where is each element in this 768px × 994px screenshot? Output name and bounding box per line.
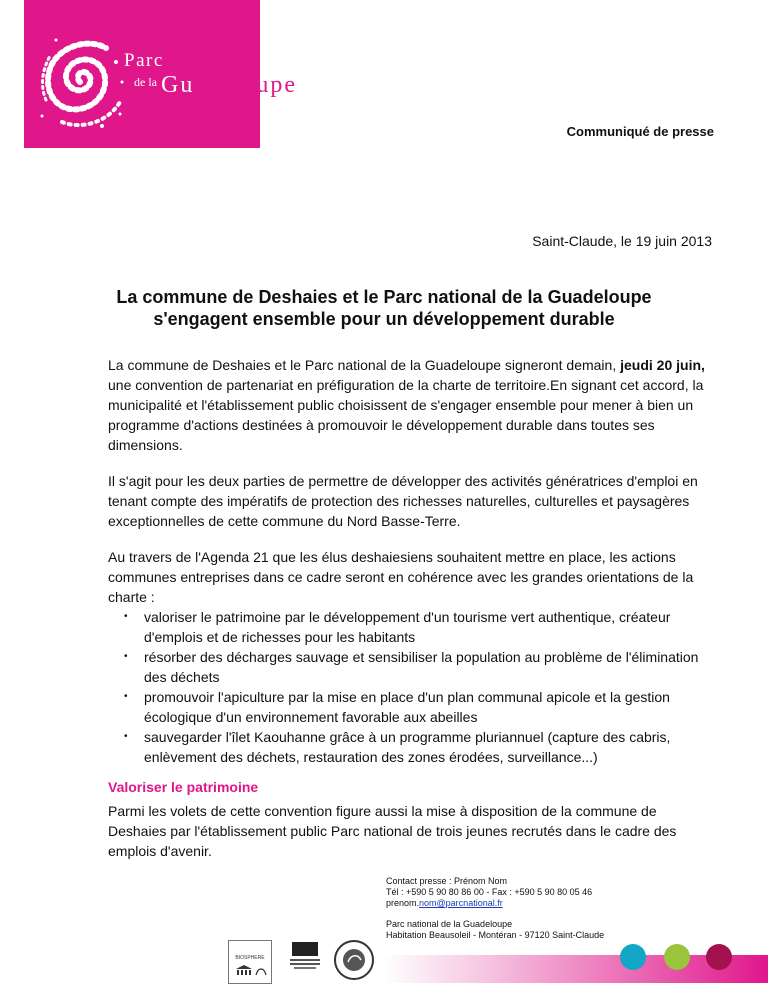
logo-text-line2 (134, 72, 297, 99)
paragraph-1 (108, 355, 718, 455)
paragraph-3: Au travers de l'Agenda 21 que les élus deshaiesiens souhaitent mettre en place, les actions communes entreprises dans ce cadre seront en cohérence avec les grandes orientations de la charte : (108, 549, 694, 605)
contact-phone: Tél : +590 5 90 80 86 00 - Fax : +590 5 90 80 05 46 (386, 887, 593, 897)
contact-name: Contact presse : Prénom Nom (386, 876, 508, 886)
seal-emblem-icon (336, 942, 372, 978)
logo-word-national: national (170, 50, 244, 71)
list-item-text: valoriser le patrimoine par le développement d'un tourisme vert authentique, créateur d'emplois et de richesses pour les habitants (144, 609, 671, 645)
blue-dot-icon (620, 944, 646, 970)
bullet-icon: • (124, 651, 128, 662)
date-line: Saint-Claude, le 19 juin 2013 (532, 233, 712, 249)
bullet-icon: • (124, 731, 128, 742)
document-title (64, 286, 704, 330)
document-body (108, 355, 718, 877)
contact-block (386, 876, 604, 941)
title-line-1: La commune de Deshaies et le Parc national de la Guadeloupe (116, 287, 652, 307)
list-item (108, 647, 718, 687)
email-link[interactable]: nom@parcnational.fr (419, 898, 503, 908)
green-dot-icon (664, 944, 690, 970)
logo-word-gu: Gu (161, 72, 195, 98)
logo-word-parc: Parc (124, 50, 164, 71)
partner-logo-icon (286, 940, 324, 974)
list-item (108, 607, 718, 647)
partner-seal-icon (334, 940, 374, 980)
list-item-text: résorber des décharges sauvage et sensibiliser la population au problème de l'élimination des déchets (144, 649, 699, 685)
paragraph-1-bold: jeudi 20 juin, (620, 357, 705, 373)
bullet-icon: • (124, 691, 128, 702)
swirl-logo-icon (32, 26, 128, 136)
org-address: Habitation Beausoleil - Montéran - 97120 Saint-Claude (386, 930, 605, 940)
title-line-2: s'engagent ensemble pour un développement durable (153, 309, 615, 329)
list-item-text: sauvegarder l'îlet Kaouhanne grâce à un programme pluriannuel (capture des cabris, enlèvement des déchets, restauration des zones érodées, surveillance...) (144, 729, 671, 765)
list-item (108, 727, 718, 767)
paragraph-1-text-end: une convention de partenariat en préfiguration de la charte de territoire.En signant cet accord, la municipalité et l'établissement public choisissent de s'engager ensemble pour mener à bien un programme d'actions destinées à promouvoir le développement durable dans toutes ses dimensions. (108, 377, 704, 453)
email-prefix: prenom. (386, 898, 420, 908)
paragraph-1-text: La commune de Deshaies et le Parc national de la Guadeloupe signeront demain, (108, 357, 621, 373)
logo-text-line1 (124, 50, 243, 72)
paragraph-4: Parmi les volets de cette convention figure aussi la mise à disposition de la commune de Deshaies par l'établissement public Parc national de trois jeunes recrutés dans le cadre des emplois d'avenir. (108, 803, 677, 859)
list-item-text: promouvoir l'apiculture par la mise en place d'un plan communal apicole et la gestion écologique d'un environnement favorable aux abeilles (144, 689, 670, 725)
orientation-list (108, 607, 718, 767)
unesco-temple-icon (230, 963, 270, 977)
logo-word-adeloupe: adeloupe (194, 72, 297, 98)
press-release-label: Communiqué de presse (566, 124, 714, 139)
section-heading: Valoriser le patrimoine (108, 779, 259, 795)
bullet-icon: • (124, 611, 128, 622)
org-name: Parc national de la Guadeloupe (386, 919, 513, 929)
burgundy-dot-icon (706, 944, 732, 970)
logo (24, 0, 297, 148)
biosphere-label: BIOSPHERE (235, 955, 265, 961)
list-item (108, 687, 718, 727)
logo-word-de-la: de la (134, 75, 157, 89)
biosphere-logo (228, 940, 272, 984)
contact-email (386, 898, 604, 909)
paragraph-2: Il s'agit pour les deux parties de permettre de développer des activités génératrices d'emploi en tenant compte des impératifs de protection des richesses naturelles, culturelles et paysagères exceptionnelles de cette commune du Nord Basse-Terre. (108, 473, 698, 529)
